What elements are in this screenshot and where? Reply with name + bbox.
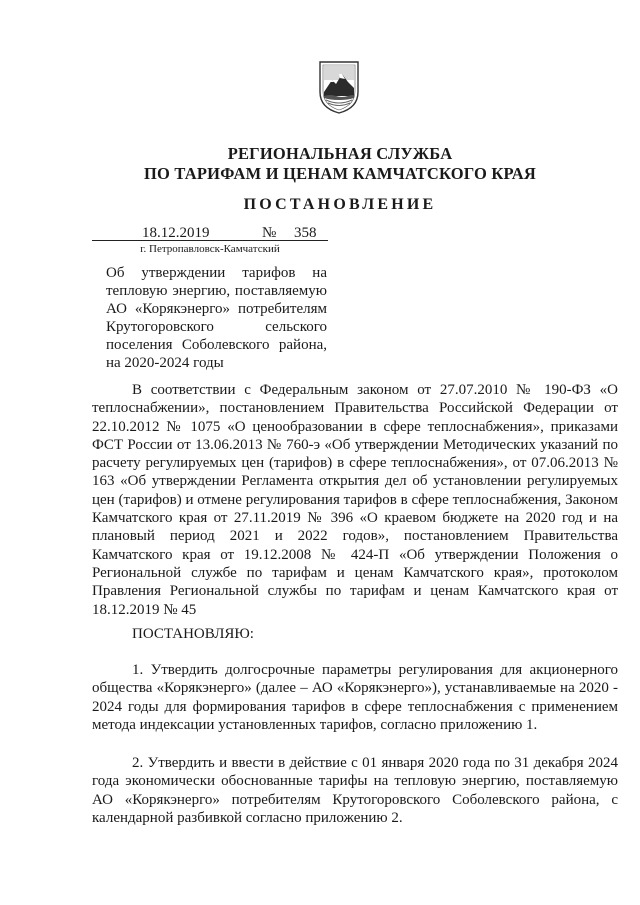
document-subject <box>106 264 327 372</box>
preamble-paragraph: В соответствии с Федеральным законом от 27.07.2010 № 190-ФЗ «О теплоснабжении», постановлением Правительства Российской Федерации от 22.10.2012 № 1075 «О ценообразовании в сфере теплоснабжения», приказами ФСТ России от 13.06.2013 № 760-э «Об утверждении Методических указаний по расчету регулируемых цен (тарифов) в сфере теплоснабжения», от 07.06.2013 № 163 «Об утверждении Регламента открытия дел об установлении регулируемых цен (тарифов) и отмене регулирования тарифов в сфере теплоснабжения, Законом Камчатского края от 27.11.2019 № 396 «О краевом бюджете на 2020 год и на плановый период 2021 и 2022 годов», постановлением Правительства Камчатского края от 19.12.2008 № 424-П «Об утверждении Положения о Региональной службе по тарифам и ценам Камчатского края», протоколом Правления Региональной службы по тарифам и ценам Камчатского края от 18.12.2019 № 45 <box>92 382 618 618</box>
subject-line: АО «Корякэнерго» потребителям <box>106 301 327 317</box>
decree-item-1: 1. Утвердить долгосрочные параметры регулирования для акционерного общества «Корякэнерго» (далее – АО «Корякэнерго»), устанавливаемые на 2020 - 2024 годы для формирования тарифов в сфере теплоснабжения с применением метода индексации установленных тарифов, согласно приложению 1. <box>92 662 618 733</box>
document-type-title: ПОСТАНОВЛЕНИЕ <box>243 196 437 213</box>
decree-heading: ПОСТАНОВЛЯЮ: <box>132 626 254 642</box>
document-city: г. Петропавловск-Камчатский <box>140 243 280 255</box>
number-sign: № <box>262 225 277 241</box>
decree-item-2: 2. Утвердить и ввести в действие с 01 января 2020 года по 31 декабря 2024 года экономически обоснованные тарифы на тепловую энергию, поставляемую АО «Корякэнерго» потребителям Крутогоровского Соболевского района, с календарной разбивкой согласно приложению 2. <box>92 755 618 826</box>
date-underline <box>92 240 328 241</box>
subject-line: Об утверждении тарифов на <box>106 265 327 281</box>
agency-name-line2: ПО ТАРИФАМ И ЦЕНАМ КАМЧАТСКОГО КРАЯ <box>144 164 536 183</box>
date-number-line <box>92 225 328 245</box>
document-date: 18.12.2019 <box>142 225 210 241</box>
kamchatka-coat-of-arms-icon <box>318 58 360 114</box>
subject-line: тепловую энергию, поставляемую <box>106 283 327 299</box>
document-number: 358 <box>294 225 317 241</box>
subject-line: Крутогоровского сельского <box>106 319 327 335</box>
subject-line: поселения Соболевского района, <box>106 337 327 353</box>
subject-line: на 2020-2024 годы <box>106 355 224 371</box>
agency-name-line1: РЕГИОНАЛЬНАЯ СЛУЖБА <box>227 144 453 163</box>
